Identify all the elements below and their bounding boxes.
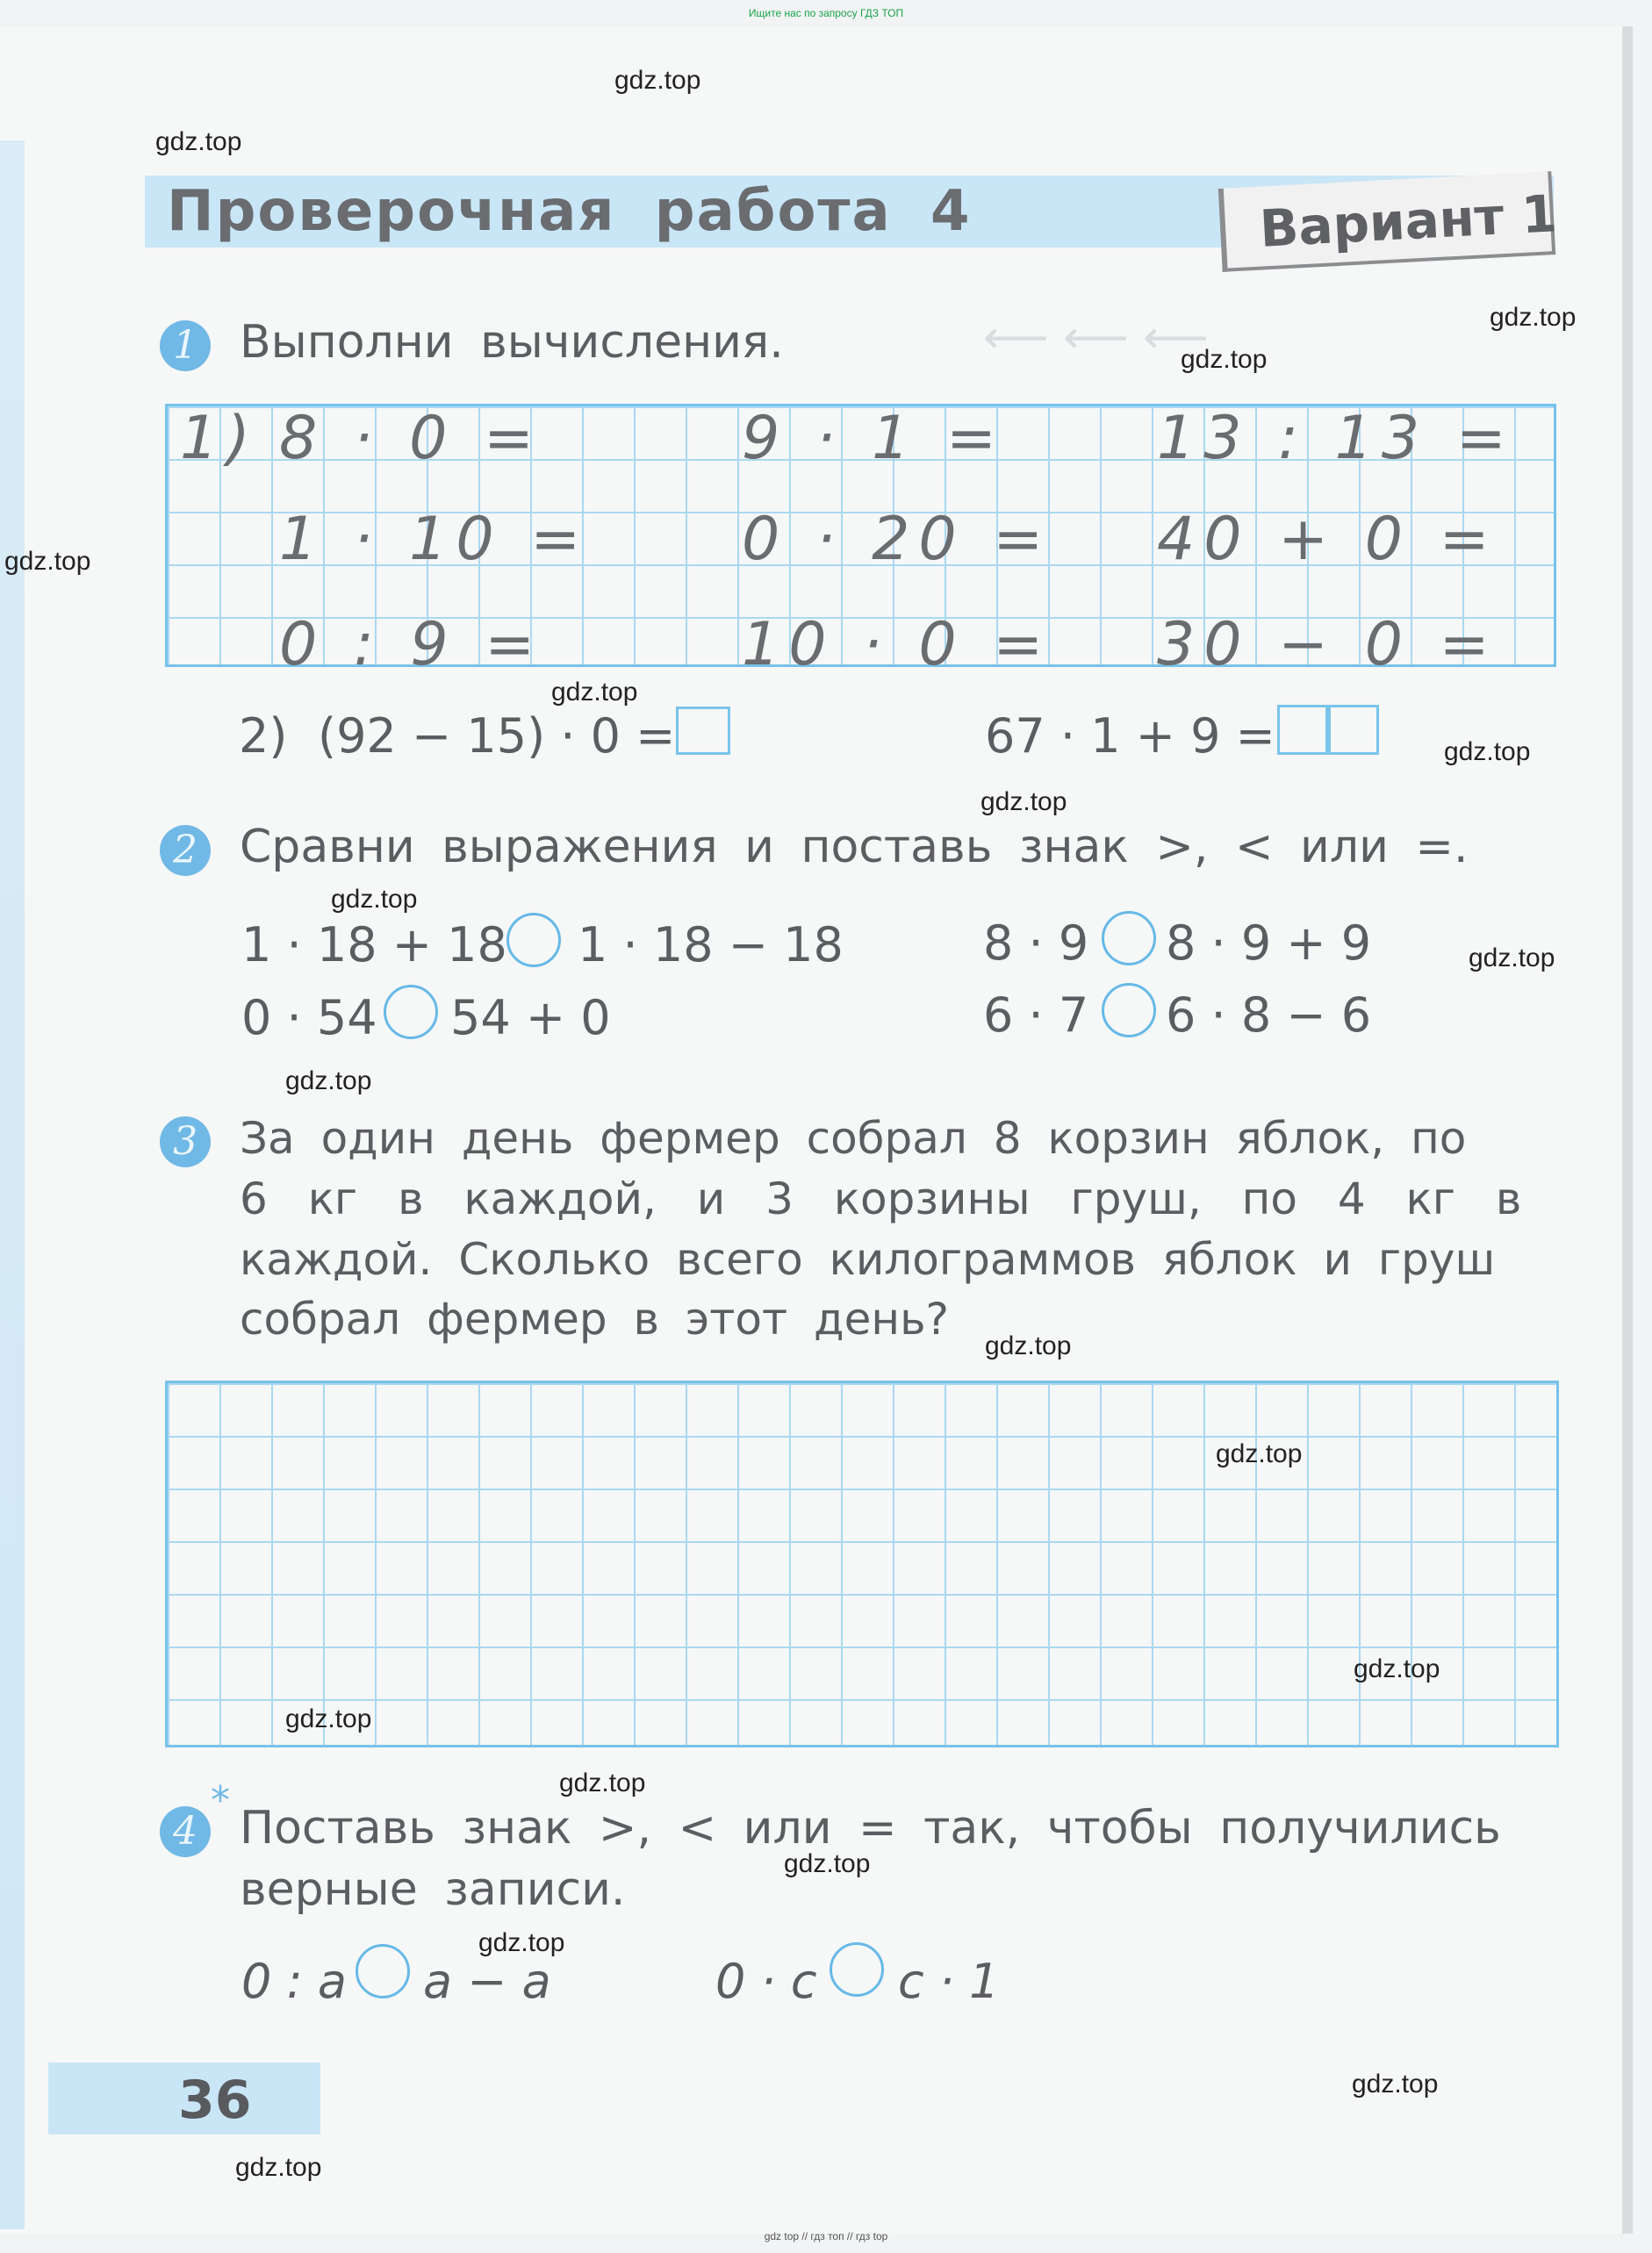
answer-box-b-tens[interactable] <box>1277 705 1328 755</box>
task-2-number: 2 <box>160 825 211 876</box>
compare-4-right: 6 · 8 − 6 <box>1166 987 1372 1043</box>
watermark: gdz.top <box>614 66 701 95</box>
task-3-answer-grid[interactable] <box>165 1381 1559 1747</box>
watermark: gdz.top <box>1469 944 1555 972</box>
task-2-text: Сравни выражения и поставь знак >, < или =. <box>240 821 1469 873</box>
page-title: Проверочная работа 4 <box>167 179 972 244</box>
task-4-star-icon: * <box>211 1778 230 1823</box>
calc-2-1: 1 · 10 = <box>279 505 590 574</box>
watermark: gdz.top <box>285 1066 372 1095</box>
bottom-banner: gdz top // гдз топ // гдз top <box>764 2230 888 2242</box>
task-1-expression-a: (92 − 15) · 0 = <box>318 708 676 764</box>
task-1-part-2-label: 2) <box>239 708 288 764</box>
task-4-pair-2-left: 0 · c <box>715 1954 817 2009</box>
calc-3-1: 0 : 9 = <box>279 610 544 679</box>
watermark: gdz.top <box>478 1928 565 1957</box>
compare-1-right: 1 · 18 − 18 <box>578 917 844 972</box>
calc-1-3: 13 : 13 = <box>1157 404 1515 473</box>
compare-2-left: 8 · 9 <box>983 915 1089 971</box>
task-3-line-2: 6 кг в каждой, и 3 корзины груш, по 4 кг в <box>240 1173 1522 1224</box>
task-4-line-2: верные записи. <box>240 1863 626 1916</box>
compare-3-left: 0 · 54 <box>241 990 377 1045</box>
page-edge-stripe <box>0 140 25 2229</box>
calc-2-3: 40 + 0 = <box>1157 505 1498 574</box>
watermark: gdz.top <box>1181 345 1268 374</box>
task-3-line-3: каждой. Сколько всего килограммов яблок и груш <box>240 1234 1496 1285</box>
task-1-expression-b: 67 · 1 + 9 = <box>985 708 1275 764</box>
task-4-pair-1-right: a − a <box>423 1954 551 2009</box>
calc-1-1: 8 · 0 = <box>279 404 542 473</box>
task-1-part-1-label: 1) <box>180 404 259 473</box>
task-4-pair-1-left: 0 : a <box>241 1954 347 2009</box>
task-4-number: 4 <box>160 1806 211 1857</box>
watermark: gdz.top <box>285 1704 372 1733</box>
watermark: gdz.top <box>331 885 418 914</box>
watermark: gdz.top <box>235 2153 322 2182</box>
watermark: gdz.top <box>559 1769 646 1797</box>
task-3-line-4: собрал фермер в этот день? <box>240 1294 950 1345</box>
compare-4-circle[interactable] <box>1102 983 1156 1037</box>
watermark: gdz.top <box>155 127 242 156</box>
watermark: gdz.top <box>1444 737 1531 766</box>
task-4-pair-2-right: c · 1 <box>898 1954 1000 2009</box>
task-4-line-1: Поставь знак >, < или = так, чтобы получились <box>240 1802 1501 1855</box>
watermark: gdz.top <box>4 547 91 576</box>
compare-1-circle[interactable] <box>506 913 561 967</box>
watermark: gdz.top <box>985 1331 1072 1360</box>
task-1-number: 1 <box>160 320 211 371</box>
watermark: gdz.top <box>980 787 1067 816</box>
watermark: gdz.top <box>784 1849 871 1878</box>
compare-4-left: 6 · 7 <box>983 987 1089 1043</box>
top-banner: Ищите нас по запросу ГДЗ ТОП <box>748 7 904 19</box>
compare-2-circle[interactable] <box>1102 911 1156 965</box>
task-3-line-1: За один день фермер собрал 8 корзин яблок, по <box>240 1113 1467 1164</box>
compare-3-circle[interactable] <box>384 985 438 1039</box>
task-1-text: Выполни вычисления. <box>240 316 784 369</box>
answer-box-a[interactable] <box>676 707 730 755</box>
task-4-pair-1-circle[interactable] <box>356 1944 410 1998</box>
calc-3-2: 10 · 0 = <box>742 610 1052 679</box>
answer-box-b-units[interactable] <box>1328 705 1379 755</box>
compare-3-right: 54 + 0 <box>450 990 611 1045</box>
watermark: gdz.top <box>1490 303 1577 332</box>
compare-1-left: 1 · 18 + 18 <box>241 917 507 972</box>
variant-label: Вариант 1 <box>1258 183 1559 259</box>
watermark: gdz.top <box>1354 1654 1440 1683</box>
calc-1-2: 9 · 1 = <box>742 404 1005 473</box>
task-3-number: 3 <box>160 1116 211 1167</box>
compare-2-right: 8 · 9 + 9 <box>1166 915 1372 971</box>
calc-2-2: 0 · 20 = <box>742 505 1052 574</box>
task-4-pair-2-circle[interactable] <box>830 1942 884 1997</box>
watermark: gdz.top <box>551 678 638 707</box>
page-number: 36 <box>178 2070 252 2131</box>
bleed-through-text: ⟵ ⟵ ⟵ <box>983 312 1209 364</box>
watermark: gdz.top <box>1352 2070 1439 2099</box>
calc-3-3: 30 − 0 = <box>1157 610 1498 679</box>
watermark: gdz.top <box>1216 1439 1303 1468</box>
